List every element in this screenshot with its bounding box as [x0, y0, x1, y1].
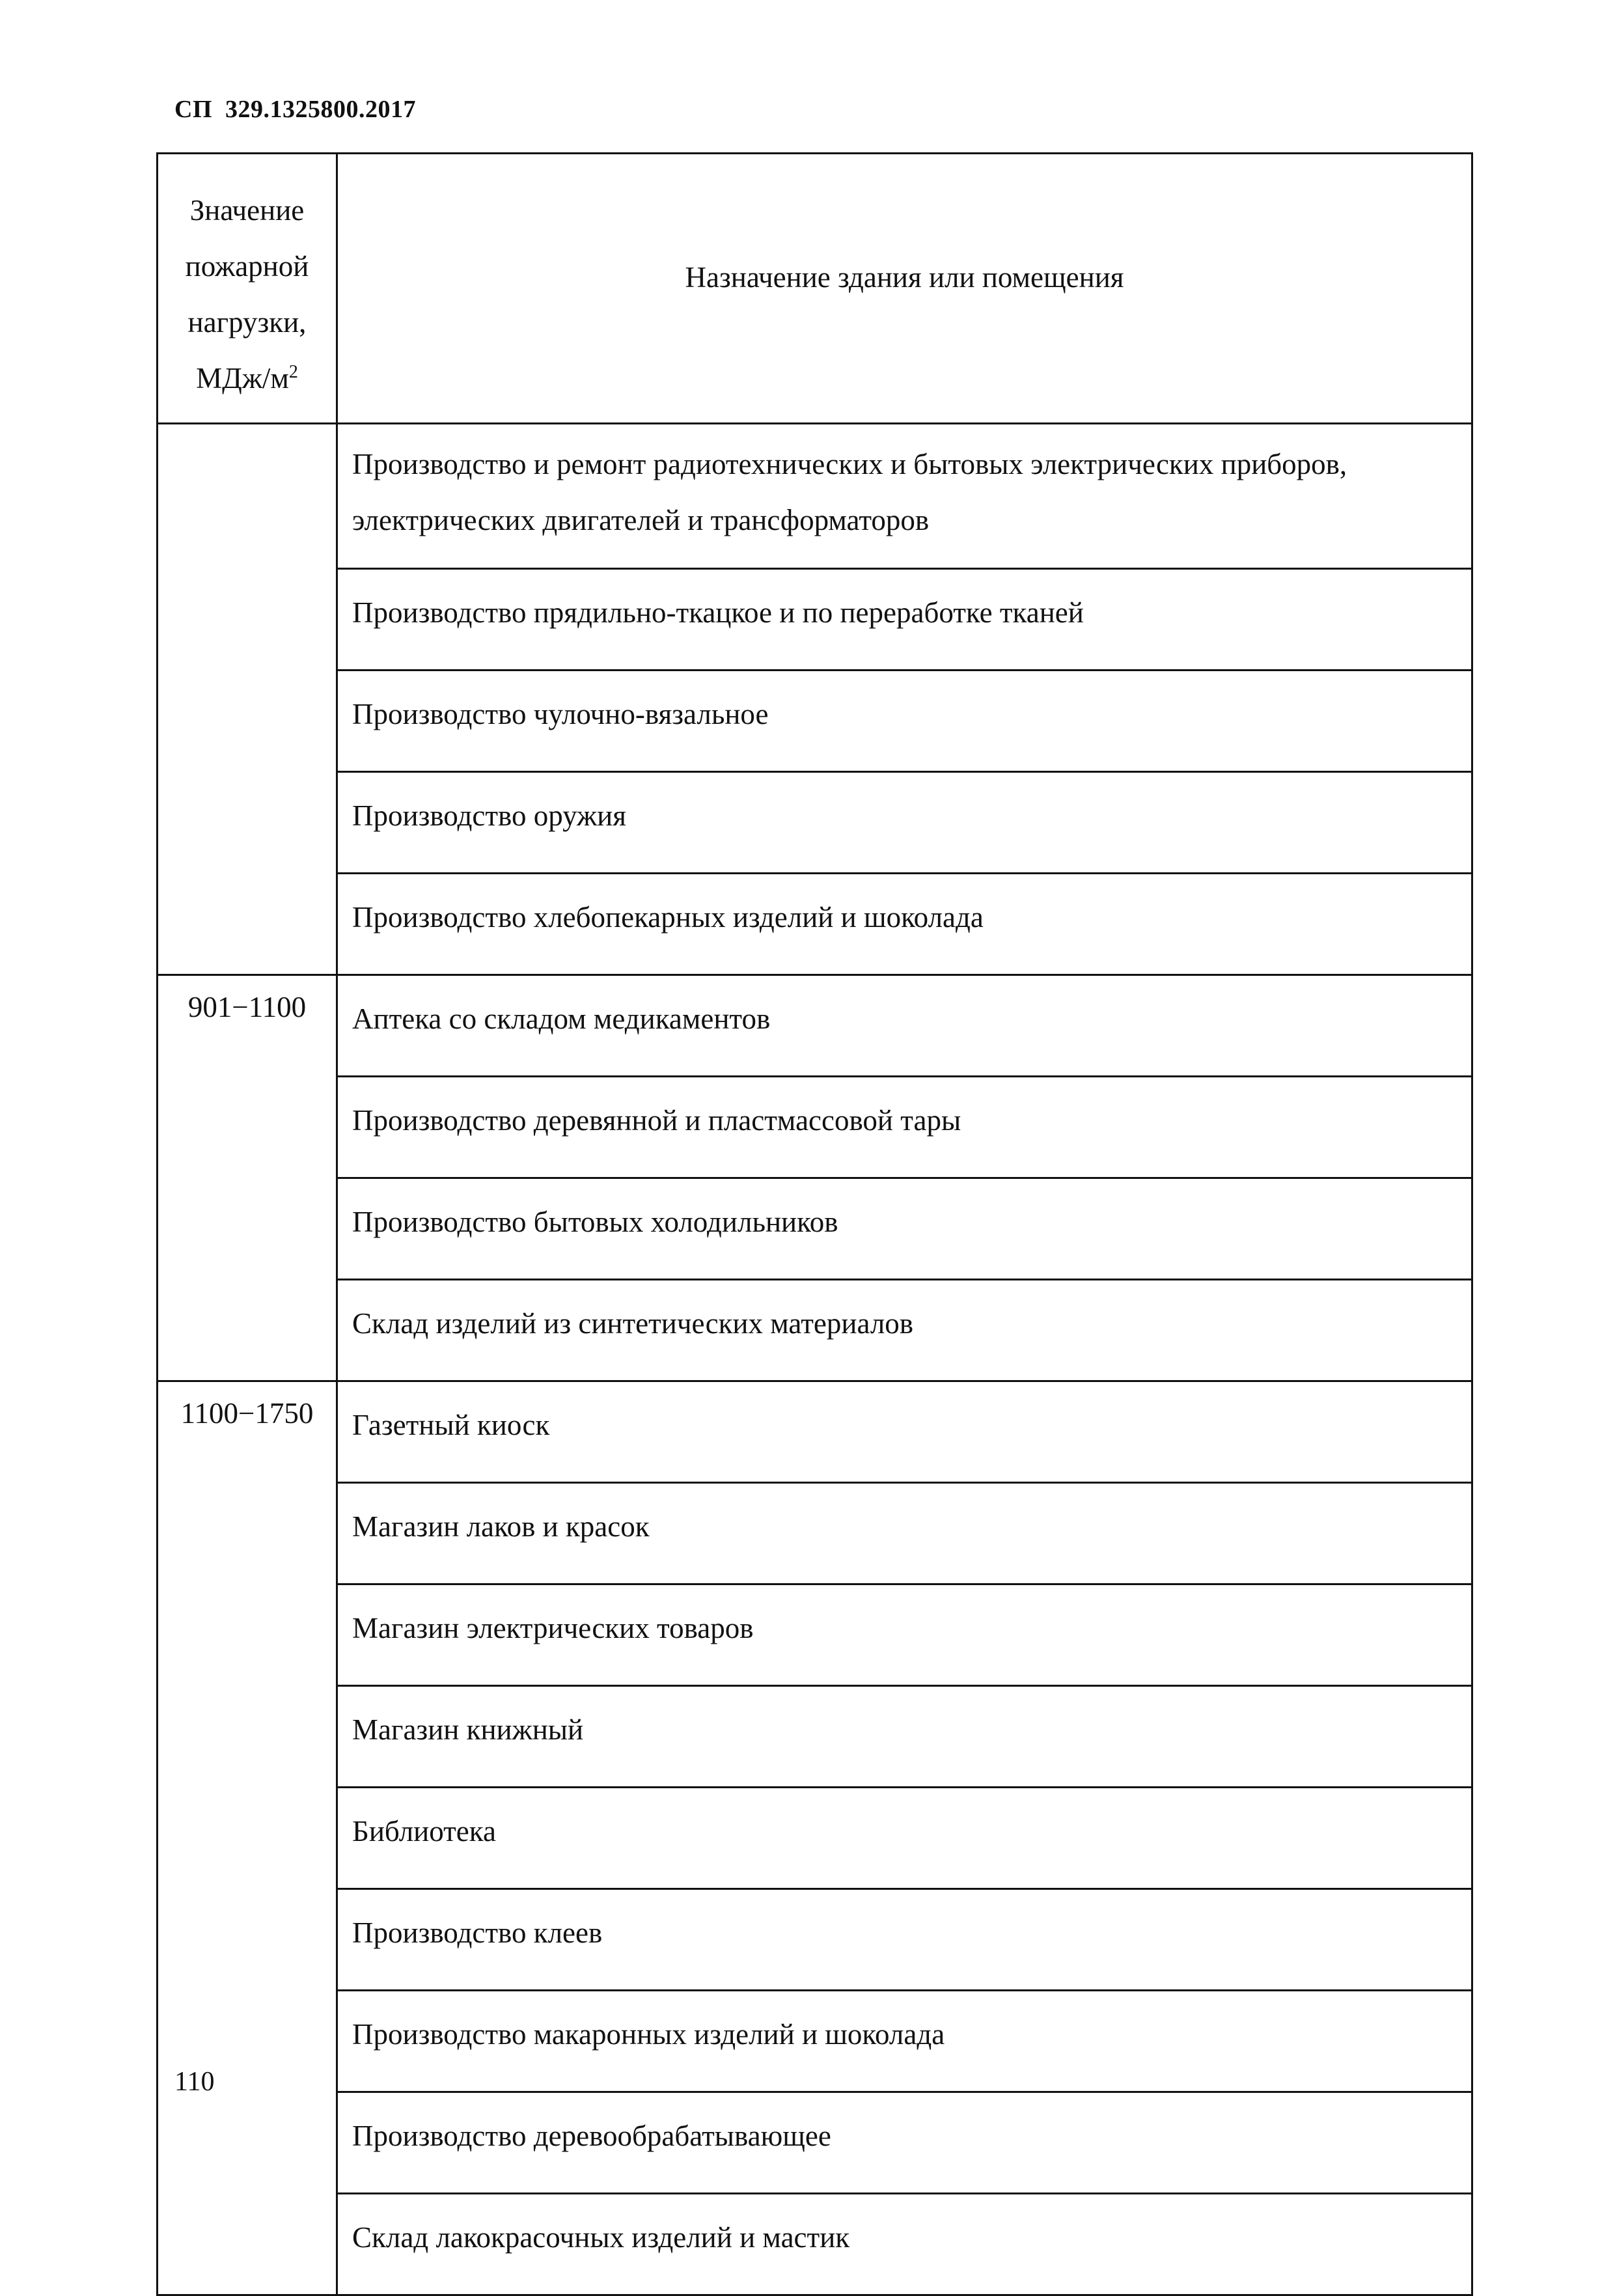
table-row — [158, 1584, 1472, 1686]
table-row — [158, 1280, 1472, 1381]
building-purpose-cell: Производство макаронных изделий и шоколада — [337, 1991, 1472, 2092]
table-row — [158, 1077, 1472, 1178]
header-fire-load — [158, 154, 337, 424]
building-purpose-cell: Библиотека — [337, 1788, 1472, 1889]
table-body — [158, 424, 1472, 2295]
table-row — [158, 569, 1472, 671]
building-purpose-cell: Магазин книжный — [337, 1686, 1472, 1788]
table-row — [158, 975, 1472, 1077]
header-fire-load-line: Значение — [189, 194, 305, 227]
building-purpose-cell: Склад лакокрасочных изделий и мастик — [337, 2194, 1472, 2295]
table-row — [158, 1686, 1472, 1788]
unit-superscript: 2 — [288, 362, 298, 382]
table-row — [158, 1483, 1472, 1584]
building-purpose-cell: Производство хлебопекарных изделий и шоколада — [337, 874, 1472, 975]
table-row — [158, 2092, 1472, 2194]
building-purpose-cell: Склад изделий из синтетических материалов — [337, 1280, 1472, 1381]
building-purpose-cell: Магазин лаков и красок — [337, 1483, 1472, 1584]
table-row — [158, 671, 1472, 772]
building-purpose-cell: Производство бытовых холодильников — [337, 1178, 1472, 1280]
table-row — [158, 1889, 1472, 1991]
building-purpose-cell: Газетный киоск — [337, 1381, 1472, 1483]
table-row — [158, 1991, 1472, 2092]
header-building-purpose: Назначение здания или помещения — [337, 154, 1472, 424]
building-purpose-cell: Магазин электрических товаров — [337, 1584, 1472, 1686]
building-purpose-cell: Производство и ремонт радиотехнических и бытовых электрических приборов, электрических двигателей и трансформаторов — [337, 424, 1472, 569]
table-header-row — [158, 154, 1472, 424]
page-number: 110 — [174, 2067, 215, 2097]
table-row — [158, 1788, 1472, 1889]
fire-load-table — [156, 152, 1473, 2296]
table-row — [158, 2194, 1472, 2295]
building-purpose-cell: Производство клеев — [337, 1889, 1472, 1991]
header-fire-load-line: нагрузки, — [187, 306, 307, 339]
building-purpose-cell: Производство чулочно-вязальное — [337, 671, 1472, 772]
fire-load-value: 1100−1750 — [158, 1381, 337, 2295]
table-row — [158, 874, 1472, 975]
table-row — [158, 1381, 1472, 1483]
document-code: СП 329.1325800.2017 — [174, 96, 416, 123]
building-purpose-cell: Производство прядильно-ткацкое и по переработке тканей — [337, 569, 1472, 671]
header-fire-load-unit: МДж/$м^2$ — [196, 362, 298, 394]
fire-load-value — [158, 424, 337, 975]
building-purpose-cell: Производство деревянной и пластмассовой тары — [337, 1077, 1472, 1178]
table-row — [158, 1178, 1472, 1280]
building-purpose-cell: Производство оружия — [337, 772, 1472, 874]
fire-load-value: 901−1100 — [158, 975, 337, 1381]
header-fire-load-line: пожарной — [185, 250, 309, 283]
building-purpose-cell: Производство деревообрабатывающее — [337, 2092, 1472, 2194]
table-row — [158, 424, 1472, 569]
table-row — [158, 772, 1472, 874]
building-purpose-cell: Аптека со складом медикаментов — [337, 975, 1472, 1077]
